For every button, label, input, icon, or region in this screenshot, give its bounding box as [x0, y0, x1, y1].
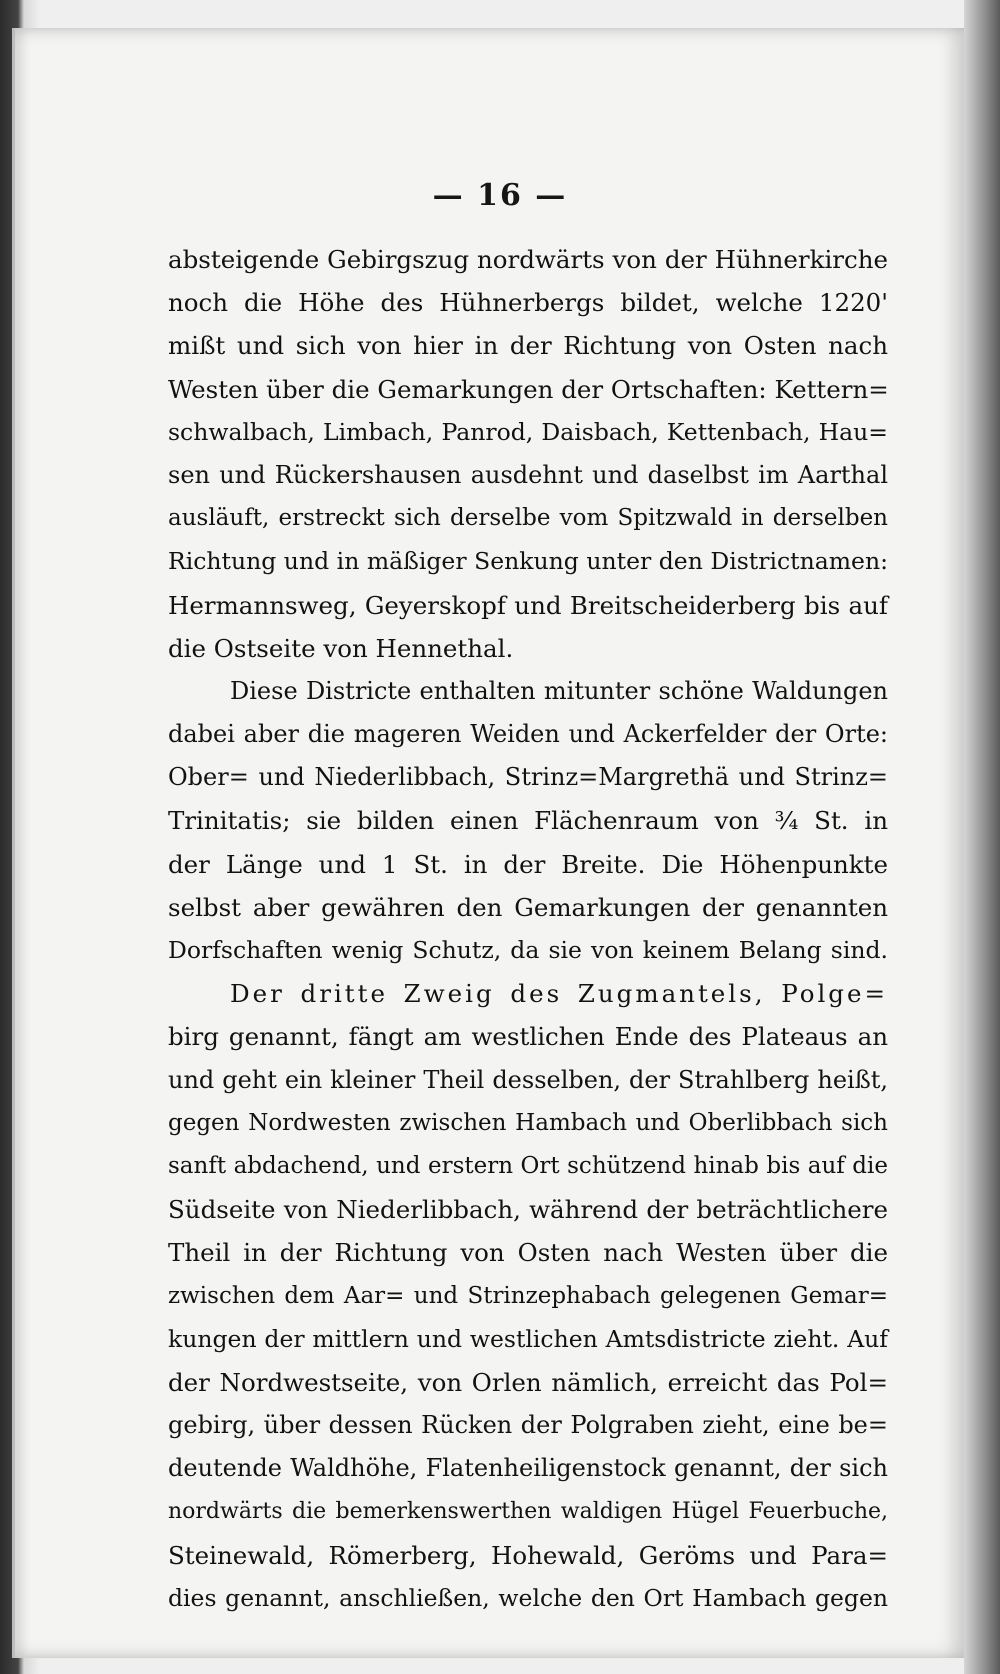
- text-line: absteigende Gebirgszug nordwärts von der Hühnerkirche: [168, 245, 888, 274]
- text-line: sen und Rückershausen ausdehnt und daselbst im Aarthal: [168, 460, 888, 489]
- text-line: dies genannt, anschließen, welche den Ort Hambach gegen: [168, 1583, 888, 1612]
- text-line: selbst aber gewähren den Gemarkungen der genannten: [168, 892, 888, 922]
- text-line: gebirg, über dessen Rücken der Polgraben zieht, eine be=: [168, 1411, 888, 1440]
- text-line: Dorfschaften wenig Schutz, da sie von keinem Belang sind.: [168, 936, 888, 964]
- text-line: gegen Nordwesten zwischen Hambach und Oberlibbach sich: [168, 1109, 888, 1136]
- text-line: Theil in der Richtung von Osten nach Westen über die: [168, 1238, 888, 1268]
- text-line: Steinewald, Römerberg, Hohewald, Geröms und Para=: [168, 1540, 888, 1570]
- text-line: sanft abdachend, und erstern Ort schützend hinab bis auf die: [168, 1152, 888, 1179]
- text-line: Trinitatis; sie bilden einen Flächenraum von ¾ St. in: [168, 806, 888, 836]
- text-line: mißt und sich von hier in der Richtung von Osten nach: [168, 331, 888, 361]
- text-line: schwalbach, Limbach, Panrod, Daisbach, Kettenbach, Hau=: [168, 417, 888, 446]
- page-edge-shadow: [964, 0, 1000, 1674]
- text-line: nordwärts die bemerkenswerthen waldigen Hügel Feuerbuche,: [168, 1499, 888, 1525]
- text-line: Hermannsweg, Geyerskopf und Breitscheiderberg bis auf: [168, 590, 888, 620]
- text-line: zwischen dem Aar= und Strinzephabach gelegenen Gemar=: [168, 1282, 888, 1309]
- page-number: — 16 —: [432, 178, 568, 213]
- text-line: die Ostseite von Hennethal.: [168, 633, 514, 663]
- text-line: und geht ein kleiner Theil desselben, der Strahlberg heißt,: [168, 1065, 888, 1094]
- text-line: ausläuft, erstreckt sich derselbe vom Spitzwald in derselben: [168, 505, 888, 532]
- text-line: Westen über die Gemarkungen der Ortschaften: Kettern=: [168, 374, 889, 404]
- text-line: Ober= und Niederlibbach, Strinz=Margrethä und Strinz=: [168, 763, 888, 792]
- text-line: Südseite von Niederlibbach, während der beträchtlichere: [168, 1195, 888, 1225]
- text-line: der Nordwestseite, von Orlen nämlich, erreicht das Pol=: [168, 1367, 888, 1397]
- text-line: birg genannt, fängt am westlichen Ende des Plateaus an: [168, 1022, 888, 1052]
- body-text: [168, 238, 888, 1620]
- text-line: Richtung und in mäßiger Senkung unter den Districtnamen:: [168, 547, 888, 576]
- text-line: deutende Waldhöhe, Flatenheiligenstock genannt, der sich: [168, 1454, 888, 1483]
- text-line: dabei aber die mageren Weiden und Ackerfelder der Orte:: [168, 720, 888, 749]
- text-line: noch die Höhe des Hühnerbergs bildet, welche 1220': [168, 288, 888, 318]
- text-line: kungen der mittlern und westlichen Amtsdistricte zieht. Auf: [168, 1324, 888, 1353]
- paragraph-start-line: Der dritte Zweig des Zugmantels, Polge=: [230, 979, 888, 1009]
- text-line: der Länge und 1 St. in der Breite. Die Höhenpunkte: [168, 849, 888, 879]
- paragraph-start-line: Diese Districte enthalten mitunter schöne Waldungen: [230, 676, 888, 705]
